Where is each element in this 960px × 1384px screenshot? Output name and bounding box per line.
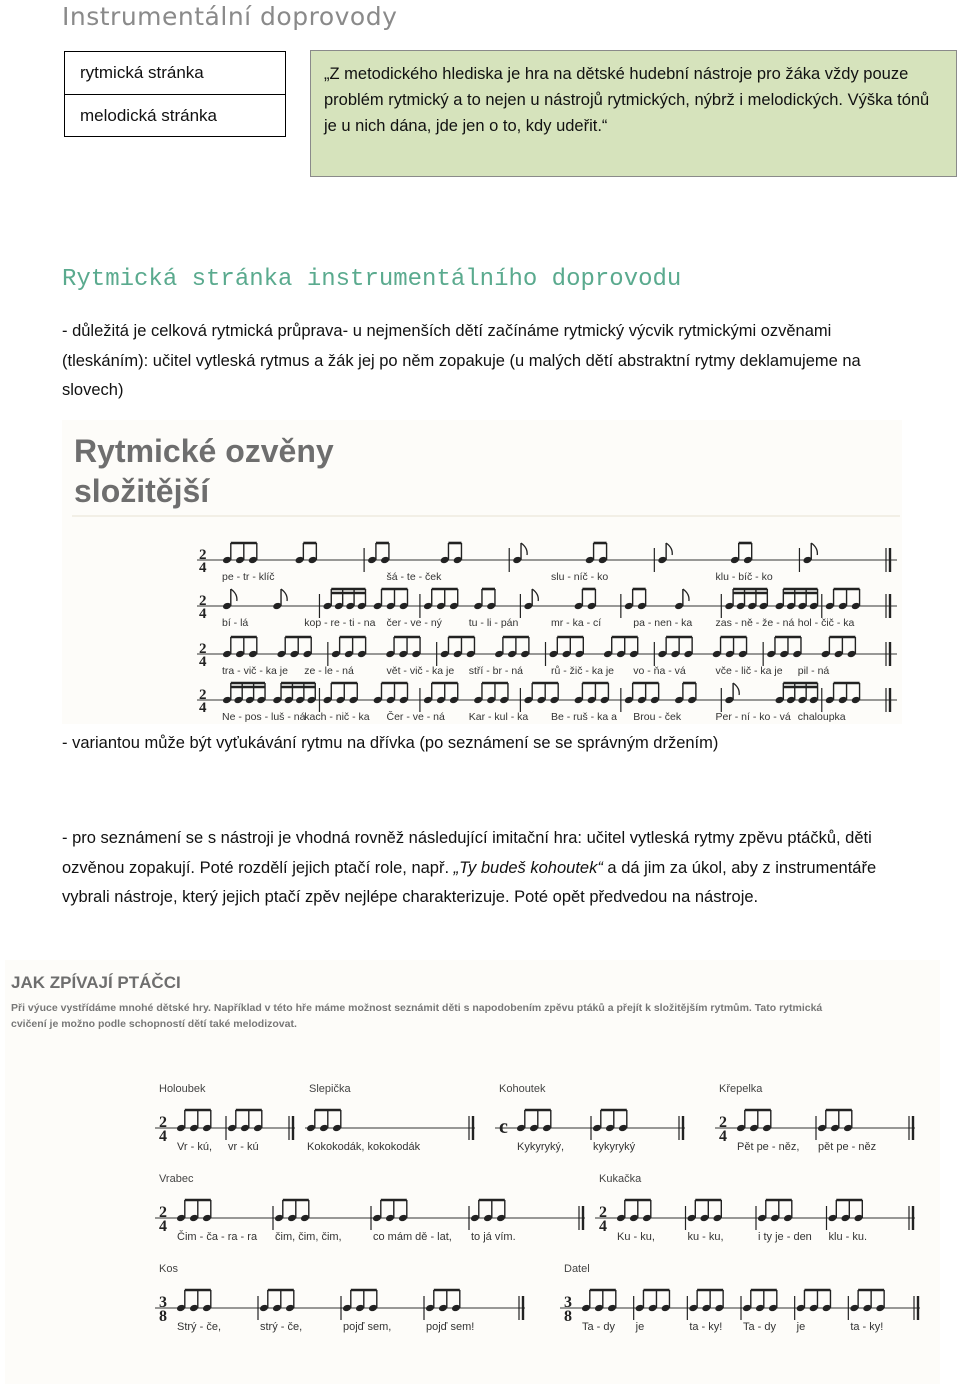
bird-name: Vrabec xyxy=(159,1173,194,1185)
bird-name: Kos xyxy=(159,1263,178,1275)
bird-name: Kukačka xyxy=(599,1173,642,1185)
time-signature-bottom: 4 xyxy=(159,1218,167,1235)
score1-lyric: stří - br - ná xyxy=(468,665,524,677)
time-signature-top: 2 xyxy=(719,1114,727,1131)
score2-lyric: klu - ku. xyxy=(828,1231,868,1243)
time-signature-top: 2 xyxy=(159,1204,167,1221)
note-flag xyxy=(733,683,739,695)
note-flag xyxy=(231,589,237,601)
score2-lyric: Kokokodák, kokokodák xyxy=(307,1141,421,1153)
score1-lyric: Ne - pos - luš - ná xyxy=(222,711,306,723)
score2-lyric: Pět pe - něz, xyxy=(737,1141,800,1153)
time-signature-top: 2 xyxy=(199,547,207,563)
score2-lyric: ta - ky! xyxy=(689,1321,723,1333)
score1-lyric: vče - lič - ka je xyxy=(715,665,783,677)
bird-songs-score xyxy=(5,960,940,1384)
score2-lyric: to já vím. xyxy=(471,1231,516,1243)
time-signature-top: 2 xyxy=(159,1114,167,1131)
paragraph-rhythm-training: - důležitá je celková rytmická průprava- u nejmenších dětí začínáme rytmický výcvik rytmickými ozvěnami (tleskáním): učitel vytleská rytmus a žák jej po něm zopakuje (u malých dětí abstraktní rytmy deklamujeme na slovech) xyxy=(62,322,861,399)
note-flag xyxy=(281,589,287,601)
bird-name: Křepelka xyxy=(719,1083,763,1095)
time-signature-top: 2 xyxy=(199,641,207,657)
score1-lyric: pil - ná xyxy=(797,665,830,677)
score1-lyric: chaloupka xyxy=(797,711,846,723)
score1-lyric: vo - ňa - vá xyxy=(633,665,686,677)
score2-lyric: Kykyryký, xyxy=(517,1141,565,1153)
score1-lyric: Per - ní - ko - vá xyxy=(715,711,791,723)
time-signature-top: 2 xyxy=(199,687,207,703)
page-title: Instrumentální doprovody xyxy=(62,2,398,31)
score1-lyric: kach - nič - ka xyxy=(304,711,370,723)
score1-lyric: klu - bíč - ko xyxy=(715,571,773,583)
time-signature-top: 3 xyxy=(564,1294,572,1311)
section-heading: Rytmická stránka instrumentálního doprovodu xyxy=(62,266,682,293)
score2-lyric: Strý - če, xyxy=(177,1321,222,1333)
score1-lyric: Čer - ve - ná xyxy=(386,711,445,723)
side-table xyxy=(64,51,286,137)
bird-name: Slepička xyxy=(309,1083,351,1095)
score2-lyric: je xyxy=(796,1321,806,1333)
score1-lyric: Kar - kul - ka xyxy=(468,711,529,723)
time-signature-bottom: 4 xyxy=(199,606,207,622)
score1-lyric: kop - re - ti - na xyxy=(304,617,376,629)
score2-lyric: je xyxy=(635,1321,645,1333)
paragraph-bird-game-text-b: a dá jim za úkol, aby z instrumentáře vybrali nástroje, který jejich ptačí zpěv nejlépe charakterizuje. Poté opět předvedou na nástroje. xyxy=(62,858,877,906)
quote-box: „Z metodického hlediska je hra na dětské hudební nástroje pro žáka vždy pouze problém rytmický a to nejen u nástrojů rytmických, nýbrž i melodických. Výška tónů je u nich dána, jde jen o to, kdy udeřit.“ xyxy=(310,50,957,177)
score1-lyric: čer - ve - ný xyxy=(386,617,442,629)
score1-lyric: ze - le - ná xyxy=(304,665,354,677)
score1-title-line1: Rytmické ozvěny xyxy=(74,433,334,469)
score2-intro-line2: cvičení je možno podle schopností dětí také melodizovat. xyxy=(11,1018,297,1030)
time-signature-top: c xyxy=(499,1116,508,1138)
score2-lyric: kykyryký xyxy=(593,1141,636,1153)
paragraph-bird-game-quote: „Ty budeš kohoutek“ xyxy=(453,858,603,877)
time-signature-bottom: 4 xyxy=(199,560,207,576)
score1-lyric: hol - čič - ka xyxy=(797,617,855,629)
bird-songs-score-svg xyxy=(5,960,940,1384)
score1-lyric: slu - níč - ko xyxy=(551,571,609,583)
score2-lyric: Čim - ča - ra - ra xyxy=(177,1231,258,1243)
time-signature-bottom: 4 xyxy=(599,1218,607,1235)
note-flag xyxy=(811,543,817,555)
rhythm-echo-score xyxy=(62,420,902,724)
note-flag xyxy=(683,589,689,601)
score1-lyric: Brou - ček xyxy=(633,711,682,723)
score1-lyric: šá - te - ček xyxy=(386,571,442,583)
side-table-rhythm: rytmická stránka xyxy=(80,63,204,82)
score2-title: JAK ZPÍVAJÍ PTÁČCI xyxy=(11,973,181,992)
time-signature-bottom: 4 xyxy=(159,1128,167,1145)
time-signature-bottom: 4 xyxy=(719,1128,727,1145)
score2-lyric: Ta - dy xyxy=(582,1321,616,1333)
time-signature-bottom: 8 xyxy=(564,1308,572,1325)
rhythm-echo-score-svg xyxy=(62,420,902,724)
score1-lyric: tra - vič - ka je xyxy=(222,665,288,677)
score1-lyric: zas - ně - že - ná xyxy=(715,617,795,629)
score2-lyric: strý - če, xyxy=(260,1321,303,1333)
bird-name: Kohoutek xyxy=(499,1083,546,1095)
score2-lyric: Ta - dy xyxy=(743,1321,777,1333)
score2-lyric: ku - ku, xyxy=(687,1231,724,1243)
score1-lyric: bí - lá xyxy=(222,617,249,629)
paragraph-bird-game xyxy=(62,824,922,913)
bird-name: Datel xyxy=(564,1263,590,1275)
time-signature-top: 2 xyxy=(599,1204,607,1221)
paragraph-sticks-variant: - variantou může být vyťukávání rytmu na dřívka (po seznámení se se správným držením) xyxy=(62,734,719,752)
score1-lyric: mr - ka - cí xyxy=(551,617,602,629)
score1-lyric: Be - ruš - ka a xyxy=(551,711,617,723)
score2-lyric: pojď sem, xyxy=(343,1321,392,1333)
score2-lyric: Vr - kú, xyxy=(177,1141,213,1153)
time-signature-bottom: 4 xyxy=(199,654,207,670)
score2-lyric: Ku - ku, xyxy=(617,1231,655,1243)
score2-lyric: čim, čim, čim, xyxy=(275,1231,342,1243)
score2-lyric: i ty je - den xyxy=(758,1231,812,1243)
score2-lyric: ta - ky! xyxy=(850,1321,884,1333)
score1-lyric: rů - žič - ka je xyxy=(551,665,615,677)
paragraph-bird-game-text-a: - pro seznámení se s nástroji je vhodná rovněž následující imitační hra: učitel vytleská rytmy zpěvu ptáčků, děti ozvěnou zopakují. Poté rozdělí jejich ptačí role, např. xyxy=(62,829,872,877)
note-flag xyxy=(666,543,672,555)
score1-lyric: pa - nen - ka xyxy=(633,617,693,629)
score2-lyric: co mám dě - lat, xyxy=(373,1231,452,1243)
score1-title-line2: složitější xyxy=(74,473,210,509)
score1-lyric: pe - tr - klíč xyxy=(222,571,275,583)
bird-name: Holoubek xyxy=(159,1083,206,1095)
note-flag xyxy=(521,543,527,555)
side-table-melody: melodická stránka xyxy=(65,94,285,136)
time-signature-bottom: 8 xyxy=(159,1308,167,1325)
score2-intro-line1: Při výuce vystřídáme mnohé dětské hry. Například v této hře máme možnost seznámit děti s napodobením zpěvu ptáků a přejít k složitějším rytmům. Tato rytmická xyxy=(11,1002,823,1014)
note-flag xyxy=(532,589,538,601)
time-signature-top: 3 xyxy=(159,1294,167,1311)
score1-lyric: vět - vič - ka je xyxy=(386,665,455,677)
score2-lyric: vr - kú xyxy=(228,1141,259,1153)
time-signature-bottom: 4 xyxy=(199,700,207,716)
time-signature-top: 2 xyxy=(199,593,207,609)
score1-lyric: tu - li - pán xyxy=(468,617,519,629)
score2-lyric: pojď sem! xyxy=(426,1321,475,1333)
score2-lyric: pět pe - něz xyxy=(818,1141,877,1153)
